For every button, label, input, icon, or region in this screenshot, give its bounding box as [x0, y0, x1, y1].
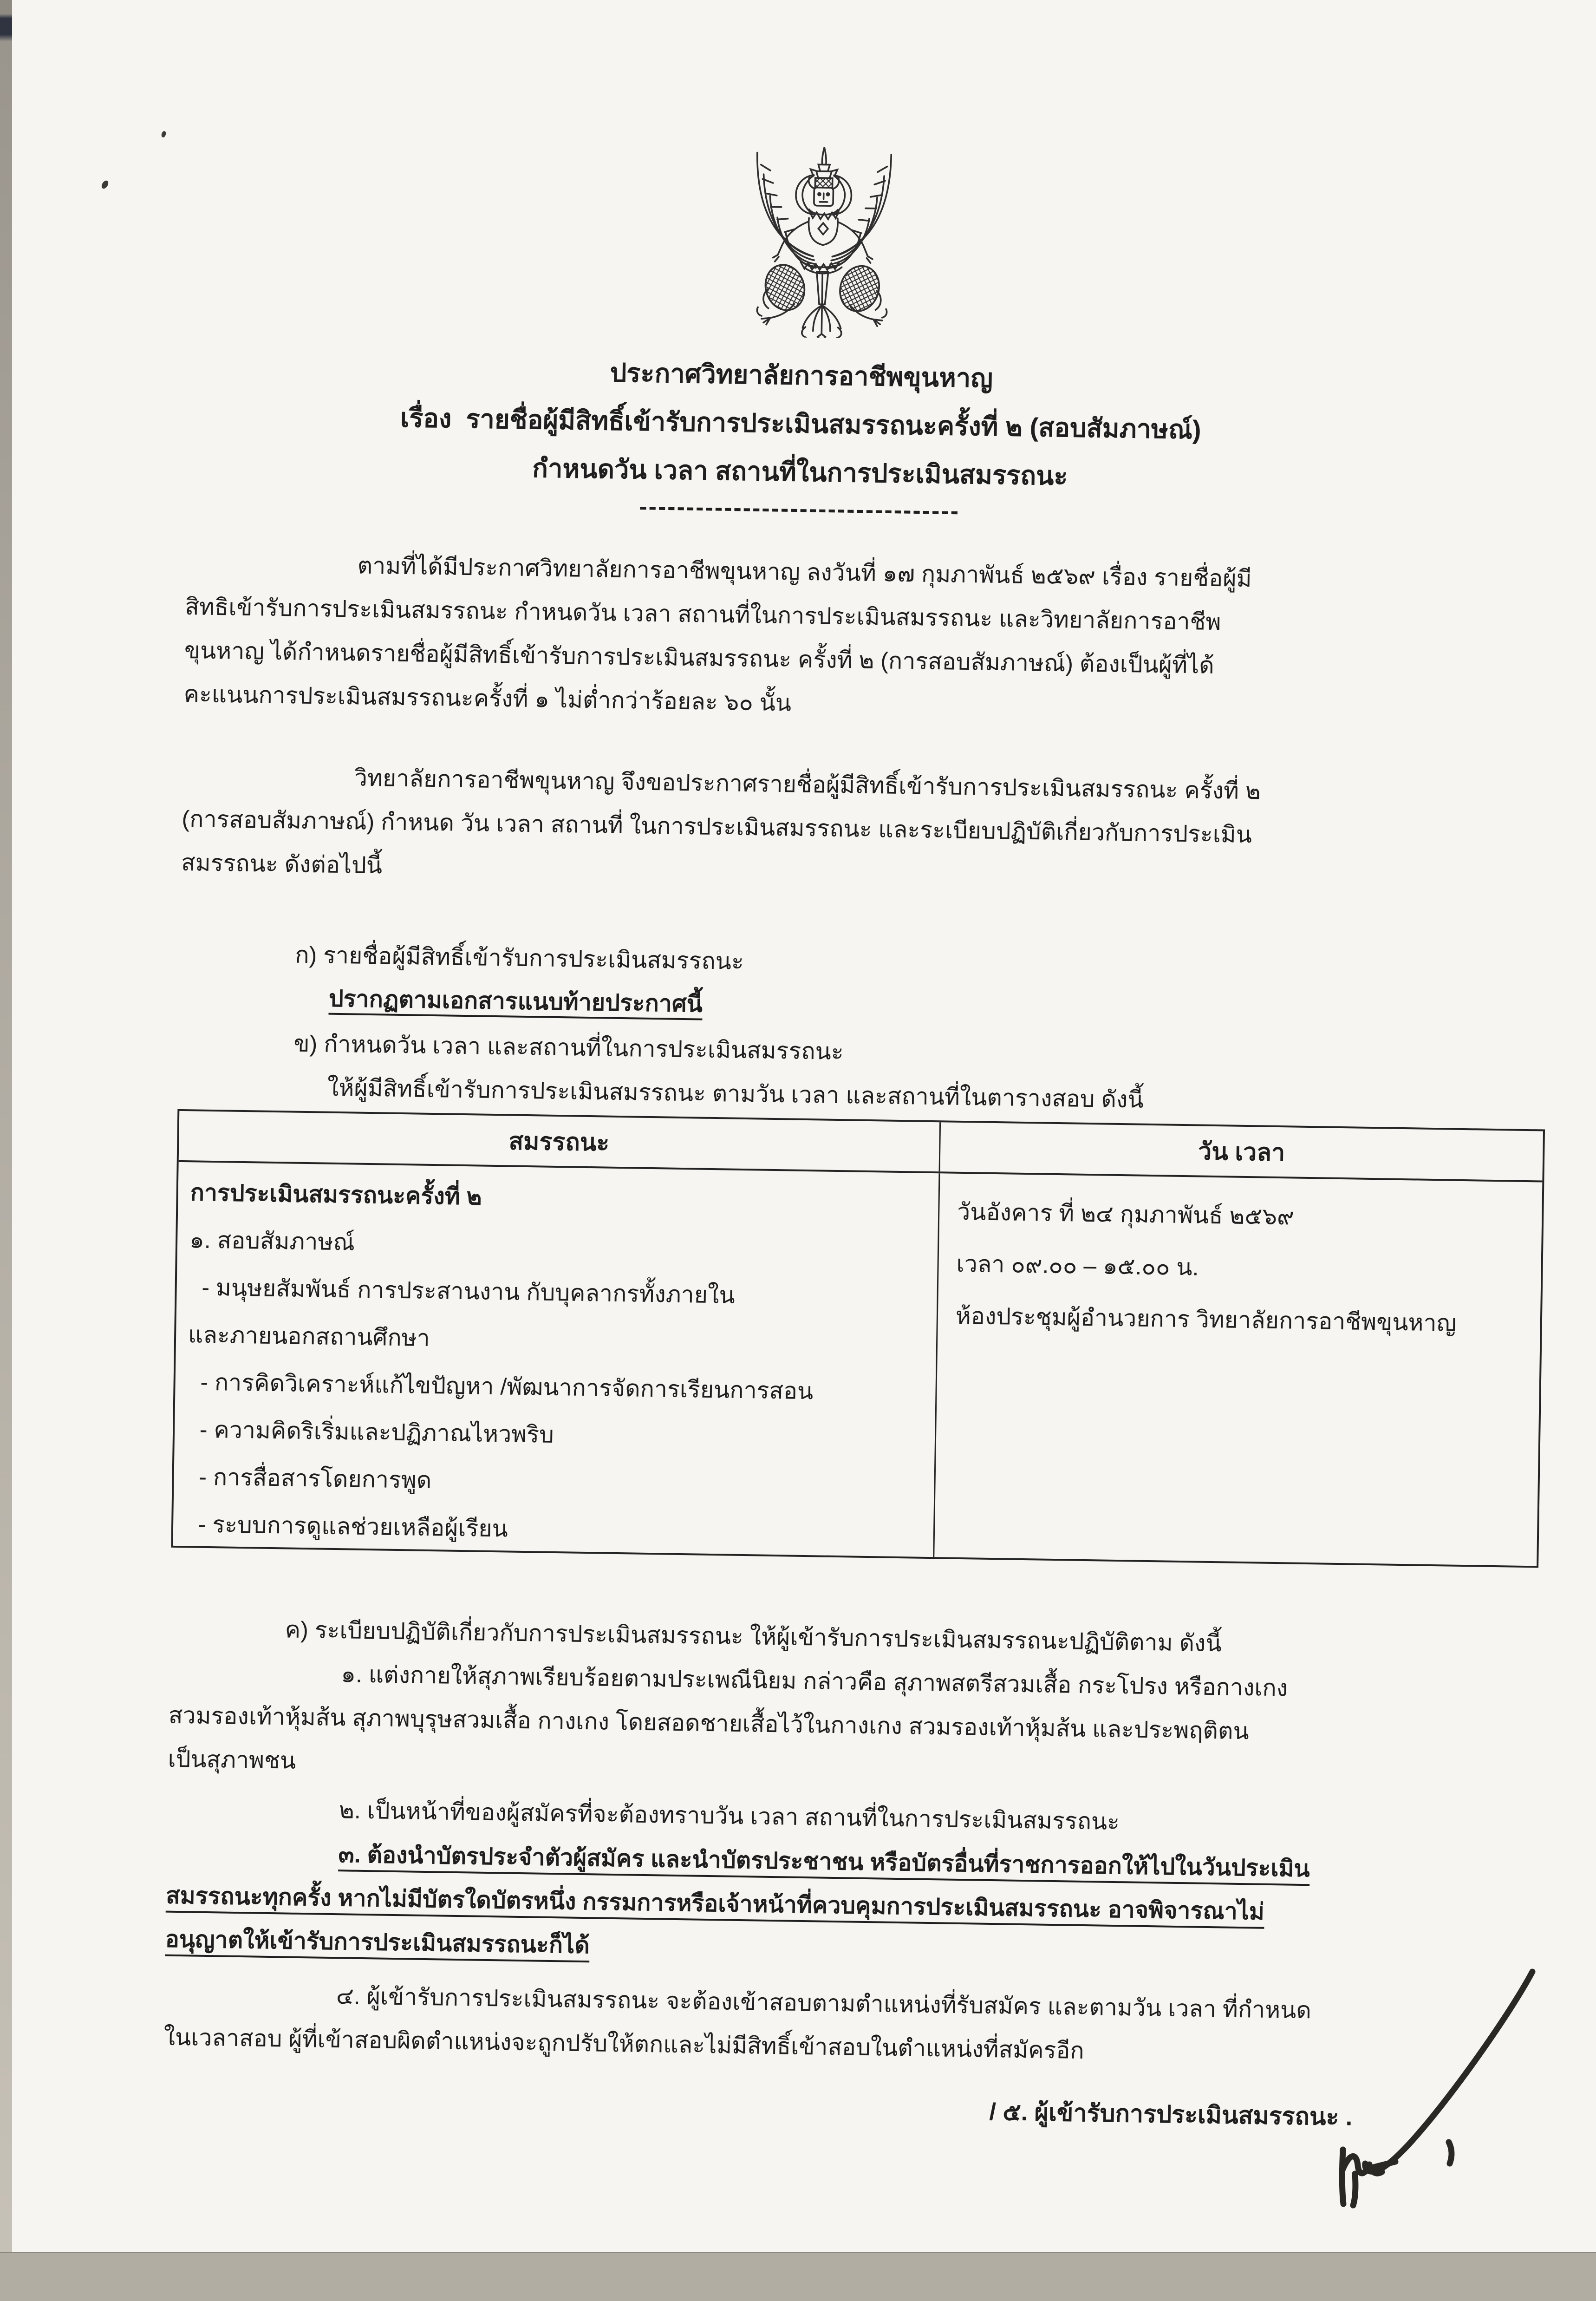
paragraph-background: ตามที่ได้มีประกาศวิทยาลัยการอาชีพขุนหาญ ลงวันที่ ๑๗ กุมภาพันธ์ ๒๕๖๙ เรื่อง รายชื่อผู้มี สิทธิเข้ารับการประเมินสมรรถนะ กำหนดวัน เวลา สถานที่ในการประเมินสมรรถนะ และวิทยาลัยการอาชีพ ขุนหาญ ได้กำหนดรายชื่อผู้มีสิทธิ์เข้ารับการประเมินสมรรถนะ ครั้งที่ ๒ (การสอบสัมภาษณ์) ต้องเป็นผู้ที่ได้ คะแนนการประเมินสมรรถนะครั้งที่ ๑ ไม่ต่ำกว่าร้อยละ ๖๐ นั้น: [183, 552, 1252, 716]
rule-3: ๓. ต้องนำบัตรประจำตัวผู้สมัคร และนำบัตรประชาชน หรือบัตรอื่นที่ราชการออกให้ไปในวันประเมิน สมรรถนะทุกครั้ง หากไม่มีบัตรใดบัตรหนึ่ง กรรมการหรือเจ้าหน้าที่ควบคุมการประเมินสมรรถนะ อาจพิจารณาไม่ อนุญาตให้เข้ารับการประเมินสมรรถนะก็ได้: [165, 1841, 1310, 1959]
table-body-row: [173, 1162, 1542, 1568]
schedule-intro: ให้ผู้มีสิทธิ์เข้ารับการประเมินสมรรถนะ ตามวัน เวลา และสถานที่ในตารางสอบ ดังนี้: [327, 1074, 1144, 1113]
section-c-heading: ค) ระเบียบปฏิบัติเกี่ยวกับการประเมินสมรรถนะ ให้ผู้เข้ารับการประเมินสมรรถนะปฏิบัติตาม ดังนี้: [285, 1616, 1222, 1657]
legs-and-tail: [756, 259, 887, 339]
document-title: ประกาศวิทยาลัยการอาชีพขุนหาญ เรื่อง รายชื่อผู้มีสิทธิ์เข้ารับการประเมินสมรรถนะครั้งที่ ๒ (สอบสัมภาษณ์) กำหนดวัน เวลา สถานที่ในการประเมินสมรรถนะ: [400, 358, 1202, 491]
rule-2: ๒. เป็นหน้าที่ของผู้สมัครที่จะต้องทราบวัน เวลา สถานที่ในการประเมินสมรรถนะ: [339, 1797, 1120, 1835]
rule-1: ๑. แต่งกายให้สุภาพเรียบร้อยตามประเพณีนิยม กล่าวคือ สุภาพสตรีสวมเสื้อ กระโปรง หรือกางเกง สวมรองเท้าหุ้มส้น สุภาพบุรุษสวมเสื้อ กางเกง โดยสอดชายเสื้อไว้ในกางเกง สวมรองเท้าหุ้มส้น และประพฤติตน เป็นสุภาพชน: [168, 1661, 1288, 1774]
paragraph-announcement: วิทยาลัยการอาชีพขุนหาญ จึงขอประกาศรายชื่อผู้มีสิทธิ์เข้ารับการประเมินสมรรถนะ ครั้งที่ ๒ (การสอบสัมภาษณ์) กำหนด วัน เวลา สถานที่ ในการประเมินสมรรถนะ และระเบียบปฏิบัติเกี่ยวกับการประเมิน สมรรถนะ ดังต่อไปนี้: [181, 765, 1261, 879]
attachment-note: ปรากฏตามเอกสารแนบท้ายประกาศนี้: [328, 985, 703, 1017]
competency-header-cell: สมรรถนะ: [508, 1127, 610, 1157]
garuda-emblem-icon: [738, 145, 908, 339]
schedule-table: [171, 1109, 1545, 1568]
section-a-heading: ก) รายชื่อผู้มีสิทธิ์เข้ารับการประเมินสมรรถนะ: [294, 941, 744, 974]
competency-cell: การประเมินสมรรถนะครั้งที่ ๒ ๑. สอบสัมภาษณ์ - มนุษยสัมพันธ์ การประสานงาน กับบุคลากรทั้งภายใน และภายนอกสถานศึกษา - การคิดวิเคราะห์แก้ไขปัญหา /พัฒนาการจัดการเรียนการสอน - ความคิดริเริ่มและปฏิภาณไหวพริบ - การสื่อสารโดยการพูด - ระบบการดูแลช่วยเหลือผู้เรียน: [185, 1179, 814, 1542]
scan-edge-left: [0, 0, 12, 2301]
datetime-header-cell: วัน เวลา: [939, 1122, 1543, 1180]
rule-4: ๔. ผู้เข้ารับการประเมินสมรรถนะ จะต้องเข้าสอบตามตำแหน่งที่รับสมัคร และตามวัน เวลา ที่กำหนด ในเวลาสอบ ผู้ที่เข้าสอบผิดตำแหน่งจะถูกปรับให้ตกและไม่มีสิทธิ์เข้าสอบในตำแหน่งที่สมัครอีก: [163, 1983, 1312, 2064]
title-divider: ----------------------------------: [638, 493, 960, 525]
datetime-cell: วันอังคาร ที่ ๒๔ กุมภาพันธ์ ๒๕๖๙ เวลา ๐๙.๐๐ – ๑๕.๐๐ น. ห้องประชุมผู้อำนวยการ วิทยาลัยการอาชีพขุนหาญ: [933, 1173, 1542, 1568]
scan-edge-bottom: [0, 2252, 1596, 2301]
continuation-note: / ๕. ผู้เข้ารับการประเมินสมรรถนะ .: [989, 2098, 1353, 2131]
section-b-heading: ข) กำหนดวัน เวลา และสถานที่ในการประเมินสมรรถนะ: [293, 1030, 844, 1065]
